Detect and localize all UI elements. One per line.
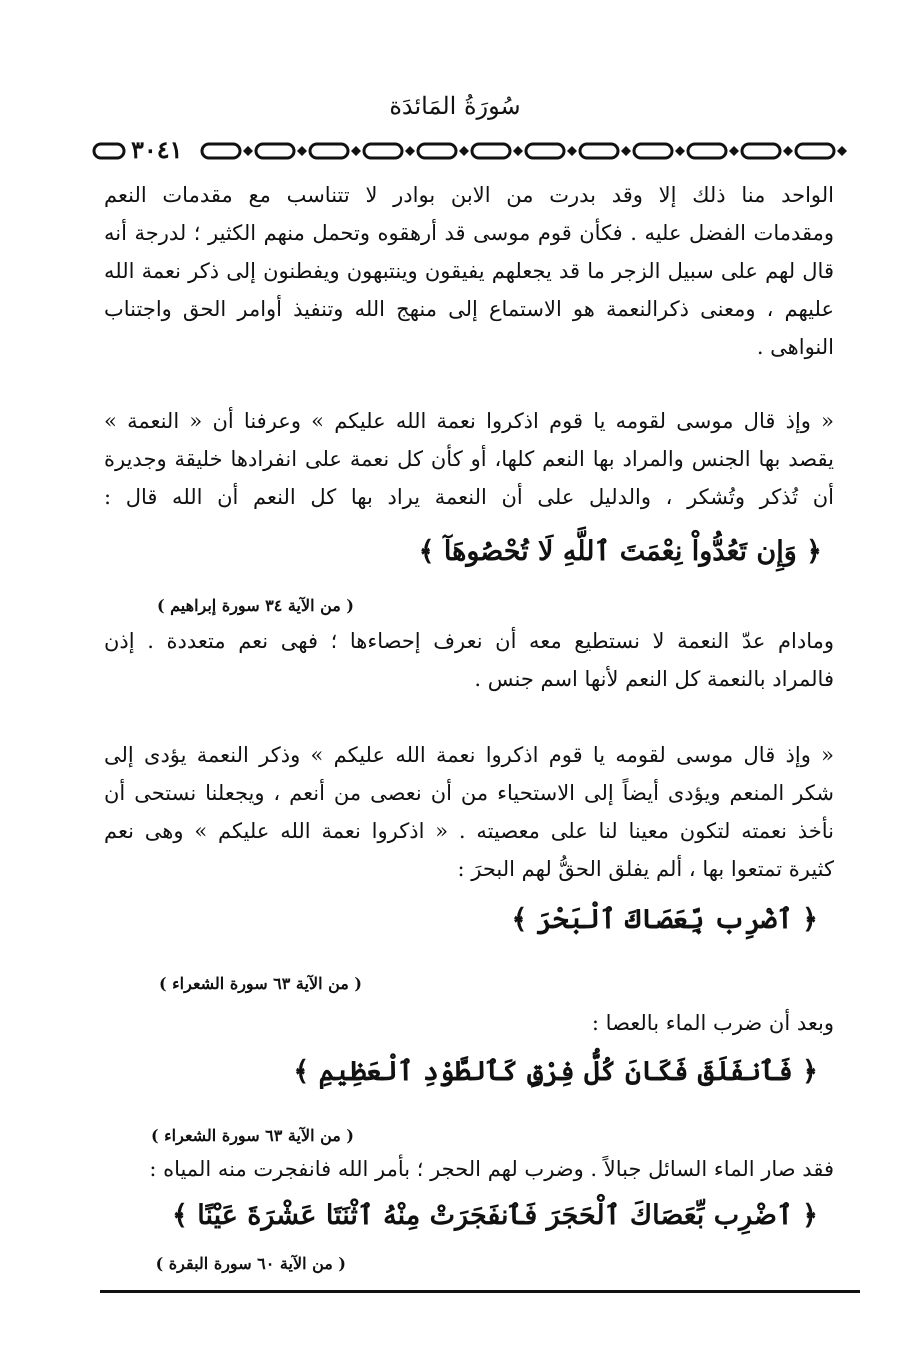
- chain-link: [256, 144, 294, 158]
- chain-link: [742, 144, 780, 158]
- text-line: الواحد منا ذلك إلا وقد بدرت من الابن بوادر لا تتناسب مع مقدمات النعم: [104, 183, 834, 207]
- chain-diamond: [513, 146, 523, 156]
- text-line: « وإذ قال موسى لقومه يا قوم اذكروا نعمة الله عليكم » وذكر النعمة يؤدى إلى: [104, 743, 834, 767]
- chain-ornament-icon: [92, 138, 862, 164]
- quran-verse: ﴿ وَإِن تَعُدُّواْ نِعْمَتَ ٱللَّهِ لَا تُحْصُوهَآ ﴾: [418, 536, 822, 567]
- verse-citation: ( من الآية ٦٠ سورة البقرة ): [155, 1254, 346, 1273]
- quran-verse: ﴿ ٱضْرِب بِّعَصَاكَ ٱلْحَجَرَ فَٱنفَجَرَتْ مِنْهُ ٱثْنَتَا عَشْرَةَ عَيْنًا ﴾: [172, 1200, 818, 1231]
- chain-link: [310, 144, 348, 158]
- text-line: نأخذ نعمته لتكون معينا لنا على معصيته . « اذكروا نعمة الله عليكم » وهى نعم: [104, 819, 834, 843]
- chain-link: [202, 144, 240, 158]
- surah-title: سُورَةُ المَائدَة: [389, 92, 521, 120]
- chain-link: [364, 144, 402, 158]
- text-line: « وإذ قال موسى لقومه يا قوم اذكروا نعمة الله عليكم » وعرفنا أن « النعمة »: [104, 409, 834, 433]
- page-number: ٣٠٤١: [127, 136, 187, 164]
- paragraph-4: [104, 736, 834, 888]
- chain-link: [580, 144, 618, 158]
- chain-link: [94, 144, 124, 158]
- text-line: قال لهم على سبيل الزجر ما قد يجعلهم يفيقون وينتبهون ويفطنون إلى ذكر نعمة الله: [104, 259, 834, 283]
- text-line: كثيرة تمتعوا بها ، ألم يفلق الحقُّ لهم البحرَ :: [457, 857, 834, 881]
- chain-diamond: [351, 146, 361, 156]
- text-line: النواهى .: [756, 335, 834, 359]
- chain-link: [472, 144, 510, 158]
- chain-link: [688, 144, 726, 158]
- chain-diamond: [459, 146, 469, 156]
- chain-link: [634, 144, 672, 158]
- text-line: ومقدمات الفضل عليه . فكأن قوم موسى قد أرهقوه وتحمل منهم الكثير ؛ لدرجة أنه: [104, 221, 834, 245]
- chain-diamond: [405, 146, 415, 156]
- paragraph-1: [104, 176, 834, 366]
- verse-citation: ( من الآية ٦٣ سورة الشعراء ): [151, 1126, 354, 1145]
- ornamental-header-band: [92, 138, 862, 164]
- text-line: شكر المنعم ويؤدى أيضاً إلى الاستحياء من أن نعصى من أنعم ، ويجعلنا نستحى أن: [104, 781, 834, 805]
- text-line: يقصد بها الجنس والمراد بها النعم كلها، أو كأن كل نعمة على انفرادها خليقة وجديرة: [104, 447, 834, 471]
- chain-diamond: [621, 146, 631, 156]
- quran-verse: ﴿ فَٱنفَلَقَ فَكَانَ كُلُّ فِرْقٍ كَٱلطَّوْدِ ٱلْعَظِيمِ ﴾: [293, 1056, 818, 1087]
- quran-verse: ﴿ ٱضْرِب بِّعَصَاكَ ٱلْبَحْرَ ﴾: [511, 904, 818, 935]
- text-line: عليهم ، ومعنى ذكرالنعمة هو الاستماع إلى منهج الله وتنفيذ أوامر الحق واجتناب: [104, 297, 834, 321]
- text-line: فالمراد بالنعمة كل النعم لأنها اسم جنس .: [474, 667, 834, 691]
- text-line: فقد صار الماء السائل جبالاً . وضرب لهم الحجر ؛ بأمر الله فانفجرت منه المياه :: [149, 1157, 834, 1181]
- paragraph-5: [104, 1004, 834, 1042]
- chain-link: [418, 144, 456, 158]
- chain-link: [526, 144, 564, 158]
- chain-diamond: [243, 146, 253, 156]
- paragraph-2: [104, 402, 834, 516]
- chain-diamond: [783, 146, 793, 156]
- chain-link: [796, 144, 834, 158]
- verse-citation: ( من الآية ٣٤ سورة إبراهيم ): [157, 596, 354, 615]
- footer-rule: [100, 1290, 860, 1293]
- paragraph-3: [104, 622, 834, 698]
- paragraph-6: [104, 1150, 834, 1188]
- chain-diamond: [567, 146, 577, 156]
- text-line: ومادام عدّ النعمة لا نستطيع معه أن نعرف إحصاءها ؛ فهى نعم متعددة . إذن: [104, 629, 834, 653]
- text-line: وبعد أن ضرب الماء بالعصا :: [591, 1011, 834, 1035]
- chain-diamond: [297, 146, 307, 156]
- verse-citation: ( من الآية ٦٣ سورة الشعراء ): [159, 974, 362, 993]
- chain-diamond: [837, 146, 847, 156]
- chain-diamond: [729, 146, 739, 156]
- chain-diamond: [675, 146, 685, 156]
- text-line: أن تُذكر وتُشكر ، والدليل على أن النعمة يراد بها كل النعم أن الله قال :: [104, 485, 834, 509]
